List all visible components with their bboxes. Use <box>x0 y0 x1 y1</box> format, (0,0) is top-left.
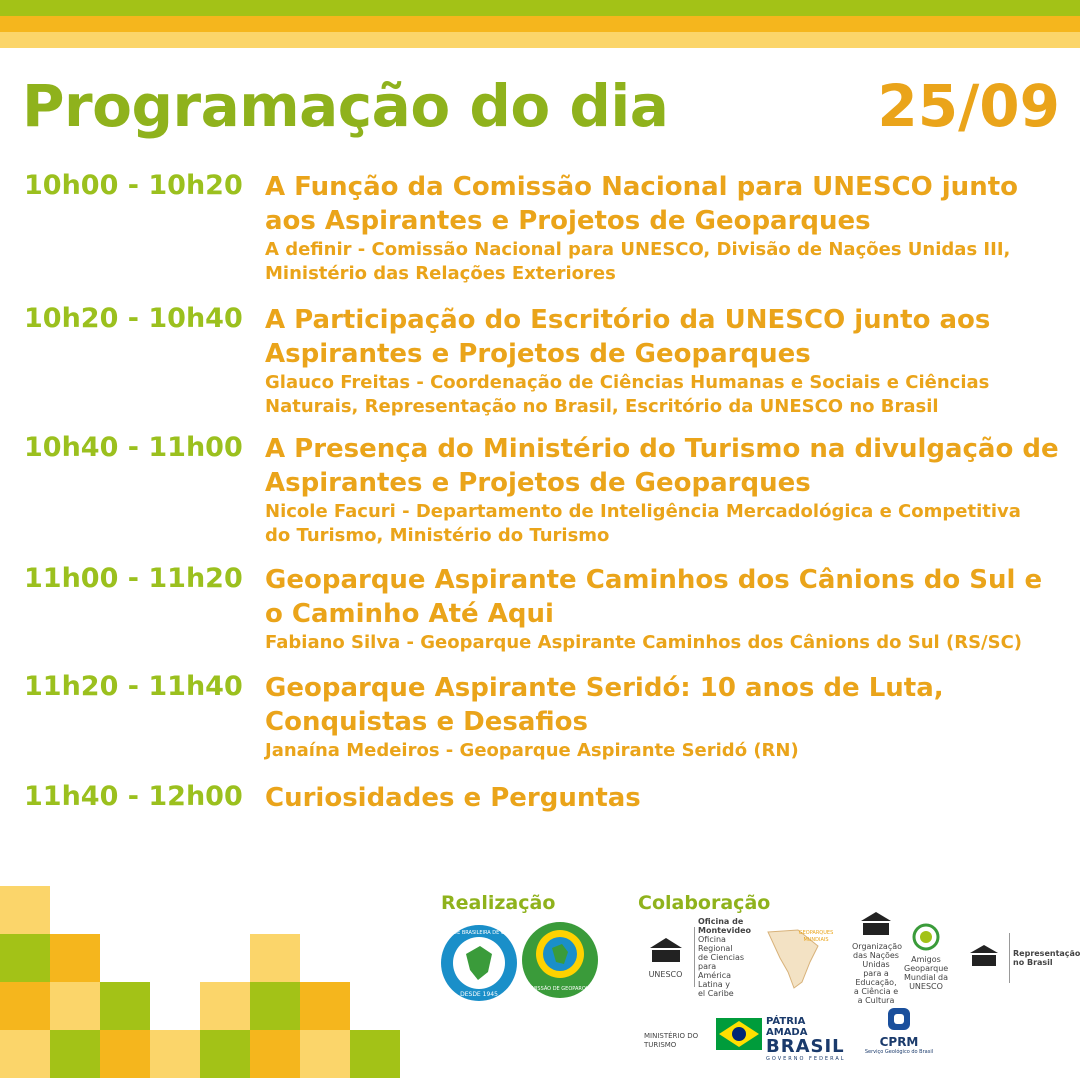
time-slot: 10h00 - 10h20 <box>24 170 243 201</box>
decorative-mosaic <box>0 0 400 1080</box>
talk-speaker-line: Ministério das Relações Exteriores <box>265 263 616 284</box>
mosaic-tile <box>0 982 50 1030</box>
sbg-logo <box>430 924 528 1002</box>
colaboracao-label: Colaboração <box>638 892 771 914</box>
mosaic-tile <box>250 982 300 1030</box>
mosaic-tile <box>300 982 350 1030</box>
ministerio-turismo-logo: MINISTÉRIO DO TURISMO <box>644 1032 699 1049</box>
unesco-representacao-logo: Representação no Brasil <box>962 928 1072 988</box>
mosaic-tile <box>100 1030 150 1078</box>
page-title: Programação do dia <box>22 72 669 140</box>
cprm-symbol-icon <box>882 1006 916 1032</box>
mosaic-tile <box>250 934 300 982</box>
mosaic-tile <box>0 1030 50 1078</box>
sbg-logo-caption: DESDE 1945 <box>460 991 498 998</box>
talk-title-line: Aspirantes e Projetos de Geoparques <box>265 339 811 369</box>
talk-title-line: aos Aspirantes e Projetos de Geoparques <box>265 206 871 236</box>
mosaic-tile <box>200 982 250 1030</box>
talk-title-line: Conquistas e Desafios <box>265 707 588 737</box>
time-slot: 11h00 - 11h20 <box>24 563 243 594</box>
svg-text:MUNDIAIS: MUNDIAIS <box>803 937 829 943</box>
mosaic-tile <box>0 886 50 934</box>
unesco-temple-icon <box>858 910 894 938</box>
mosaic-tile <box>50 934 100 982</box>
mosaic-tile <box>0 934 50 982</box>
time-slot: 11h40 - 12h00 <box>24 781 243 812</box>
svg-text:GEOPARQUES: GEOPARQUES <box>798 930 834 936</box>
event-date: 25/09 <box>877 72 1060 140</box>
cprm-logo: CPRM Serviço Geológico do Brasil <box>862 1006 936 1055</box>
unesco-wordmark: UNESCO <box>648 969 683 979</box>
talk-speaker-line: do Turismo, Ministério do Turismo <box>265 525 610 546</box>
talk-title-line: A Participação do Escritório da UNESCO junto aos <box>265 305 991 335</box>
sbg-logo-name: SOCIEDADE BRASILEIRA DE GEOLOGIA <box>430 930 528 936</box>
patria-amada-brasil-logo: PÁTRIA AMADA BRASIL GOVERNO FEDERAL <box>766 1016 846 1062</box>
talk-title-line: A Função da Comissão Nacional para UNESCO junto <box>265 172 1018 202</box>
mosaic-tile <box>350 1030 400 1078</box>
geoparques-commission-logo <box>520 920 600 1000</box>
talk-title-line: A Presença do Ministério do Turismo na divulgação de <box>265 434 1059 464</box>
time-slot: 10h20 - 10h40 <box>24 303 243 334</box>
mosaic-tile <box>250 1030 300 1078</box>
realizacao-label: Realização <box>441 892 556 914</box>
brazil-flag-icon <box>716 1018 762 1050</box>
geoparque-amigos-icon <box>911 923 941 951</box>
geoparques-logo-caption: COMISSÃO DE GEOPARQUES <box>524 986 596 992</box>
unesco-temple-icon <box>967 943 1001 969</box>
talk-title-line: Curiosidades e Perguntas <box>265 783 641 813</box>
mosaic-tile <box>200 1030 250 1078</box>
time-slot: 10h40 - 11h00 <box>24 432 243 463</box>
talk-speaker-line: A definir - Comissão Nacional para UNESCO, Divisão de Nações Unidas III, <box>265 239 1011 260</box>
talk-speaker-line: Fabiano Silva - Geoparque Aspirante Caminhos dos Cânions do Sul (RS/SC) <box>265 632 1023 653</box>
mosaic-tile <box>100 982 150 1030</box>
talk-title-line: Geoparque Aspirante Seridó: 10 anos de Luta, <box>265 673 944 703</box>
mosaic-tile <box>150 1030 200 1078</box>
talk-speaker-line: Nicole Facuri - Departamento de Inteligência Mercadológica e Competitiva <box>265 501 1021 522</box>
talk-title-line: Aspirantes e Projetos de Geoparques <box>265 468 811 498</box>
time-slot: 11h20 - 11h40 <box>24 671 243 702</box>
mosaic-tile <box>50 1030 100 1078</box>
talk-speaker-line: Glauco Freitas - Coordenação de Ciências Humanas e Sociais e Ciências <box>265 372 990 393</box>
talk-speaker-line: Naturais, Representação no Brasil, Escritório da UNESCO no Brasil <box>265 396 939 417</box>
mosaic-tile <box>50 982 100 1030</box>
talk-title-line: Geoparque Aspirante Caminhos dos Cânions do Sul e <box>265 565 1043 595</box>
unesco-montevideo-logo: UNESCO Oficina de Montevideo Oficina Regional de Ciencias para América Latina y el Caribe <box>640 920 750 994</box>
geoparques-map-logo <box>758 922 842 994</box>
talk-speaker-line: Janaína Medeiros - Geoparque Aspirante Seridó (RN) <box>265 740 799 761</box>
unesco-temple-icon <box>646 936 686 966</box>
unesco-geoparque-logo: Organização das Nações Unidas para a Educação, a Ciência e a Cultura Amigos Geoparque Mundial da UNESCO <box>852 920 948 994</box>
talk-title-line: o Caminho Até Aqui <box>265 599 554 629</box>
mosaic-tile <box>300 1030 350 1078</box>
